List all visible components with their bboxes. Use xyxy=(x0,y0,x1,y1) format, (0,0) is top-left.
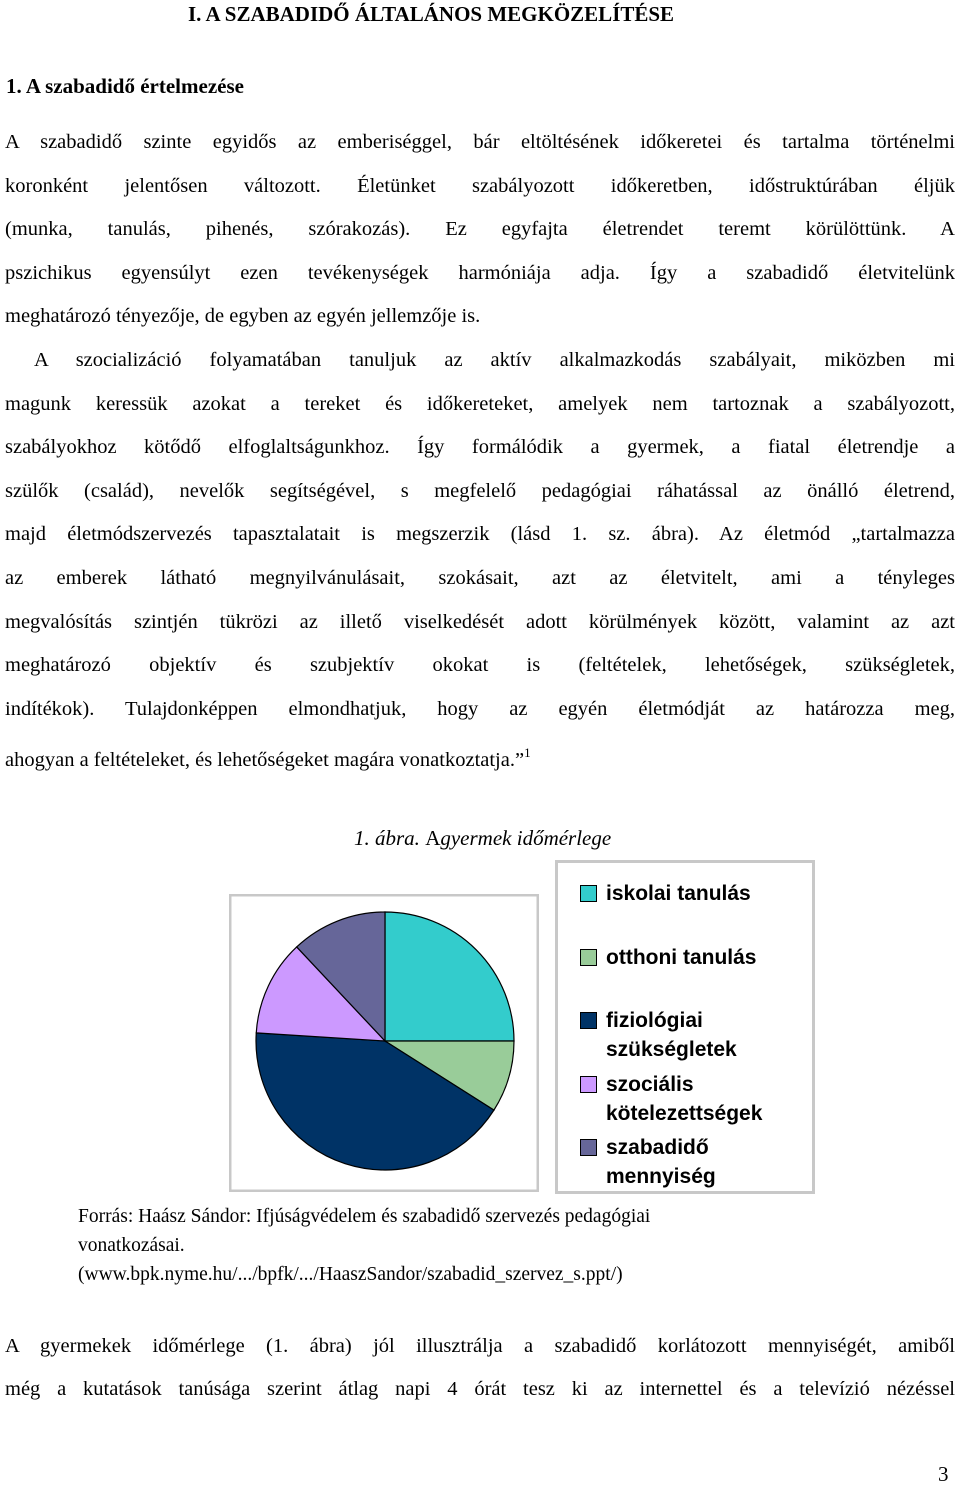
legend-swatch xyxy=(580,1012,597,1029)
paragraph-line: pszichikus egyensúlyt ezen tevékenységek harmóniája adja. Így a szabadidő életvitelünk xyxy=(5,262,955,284)
paragraph-line: A szabadidő szinte egyidős az emberiséggel, bár eltöltésének időkeretei és tartalma történelmi xyxy=(5,131,955,153)
paragraph-line: szülők (család), nevelők segítségével, s megfelelő pedagógiai ráhatással az önálló életrend, xyxy=(5,480,955,502)
source-line: Forrás: Haász Sándor: Ifjúságvédelem és szabadidő szervezés pedagógiai xyxy=(78,1206,651,1227)
paragraph-line: meghatározó tényezője, de egyben az egyén jellemzője is. xyxy=(5,305,481,327)
legend-swatch xyxy=(580,1139,597,1156)
paragraph-line-last xyxy=(5,741,955,772)
paragraph-line: A gyermekek időmérlege (1. ábra) jól illusztrálja a szabadidő korlátozott mennyiségét, amiből xyxy=(5,1335,955,1357)
figure-source xyxy=(78,1202,650,1289)
pie-slices xyxy=(256,912,514,1170)
paragraph-line: megvalósítás szintjén tükrözi az illető viselkedését adott körülmények között, valamint az azt xyxy=(5,611,955,633)
legend-label-line: szabadidő xyxy=(606,1136,709,1159)
source-line: (www.bpk.nyme.hu/.../bpfk/.../HaaszSandor/szabadid_szervez_s.ppt/) xyxy=(78,1264,623,1285)
pie-chart xyxy=(229,894,539,1192)
figure-title: gyermek időmérlege xyxy=(440,826,612,850)
legend-label-line: fiziológiai xyxy=(606,1009,703,1032)
chart-legend xyxy=(555,860,815,1194)
legend-label xyxy=(606,1133,716,1191)
paragraph-line: az emberek látható megnyilvánulásait, szokásait, azt az életvitelt, ami a tényleges xyxy=(5,567,955,589)
legend-swatch xyxy=(580,1076,597,1093)
paragraph-line: koronként jelentősen változott. Életünket szabályozott időkeretben, időstruktúrában éljük xyxy=(5,175,955,197)
legend-label xyxy=(606,879,751,908)
paragraph-text: ahogyan a feltételeket, és lehetőségeket magára vonatkoztatja.” xyxy=(5,749,525,771)
legend-label-line: mennyiség xyxy=(606,1165,716,1188)
legend-swatch xyxy=(580,949,597,966)
legend-label-line: kötelezettségek xyxy=(606,1102,763,1125)
legend-swatch xyxy=(580,885,597,902)
legend-label-line: szükségletek xyxy=(606,1038,737,1061)
legend-label xyxy=(606,1006,737,1064)
figure-number: 1. ábra. xyxy=(354,826,420,850)
figure-caption-article: A xyxy=(425,826,441,850)
legend-label-line: otthoni tanulás xyxy=(606,946,757,969)
footnote-ref: 1 xyxy=(524,745,531,760)
legend-label-line: iskolai tanulás xyxy=(606,882,751,905)
source-line: vonatkozásai. xyxy=(78,1235,185,1256)
legend-label-line: szociális xyxy=(606,1073,694,1096)
paragraph-line: (munka, tanulás, pihenés, szórakozás). Ez egyfajta életrendet teremt körülöttünk. A xyxy=(5,218,955,240)
paragraph-line: majd életmódszervezés tapasztalatait is megszerzik (lásd 1. sz. ábra). Az életmód „tartalmazza xyxy=(5,523,955,545)
paragraph-line: indítékok). Tulajdonképpen elmondhatjuk, hogy az egyén életmódját az határozza meg, xyxy=(5,698,955,720)
legend-label xyxy=(606,1070,762,1128)
legend-label xyxy=(606,943,757,972)
paragraph-line: még a kutatások tanúsága szerint átlag napi 4 órát tesz ki az internettel és a televízió nézéssel xyxy=(5,1378,955,1400)
figure-caption xyxy=(354,826,611,851)
paragraph-line: meghatározó objektív és szubjektív okokat is (feltételek, lehetőségek, szükségletek, xyxy=(5,654,955,676)
paragraph-line: A szocializáció folyamatában tanuljuk az aktív alkalmazkodás szabályait, miközben mi xyxy=(34,349,955,371)
paragraph-line: magunk keressük azokat a tereket és időkereteket, amelyek nem tartoznak a szabályozott, xyxy=(5,393,955,415)
paragraph-line: szabályokhoz kötődő elfoglaltságunkhoz. Így formálódik a gyermek, a fiatal életrendje a xyxy=(5,436,955,458)
page-number: 3 xyxy=(938,1462,949,1486)
chapter-title: I. A SZABADIDŐ ÁLTALÁNOS MEGKÖZELÍTÉSE xyxy=(188,2,675,26)
section-title: 1. A szabadidő értelmezése xyxy=(6,74,244,98)
